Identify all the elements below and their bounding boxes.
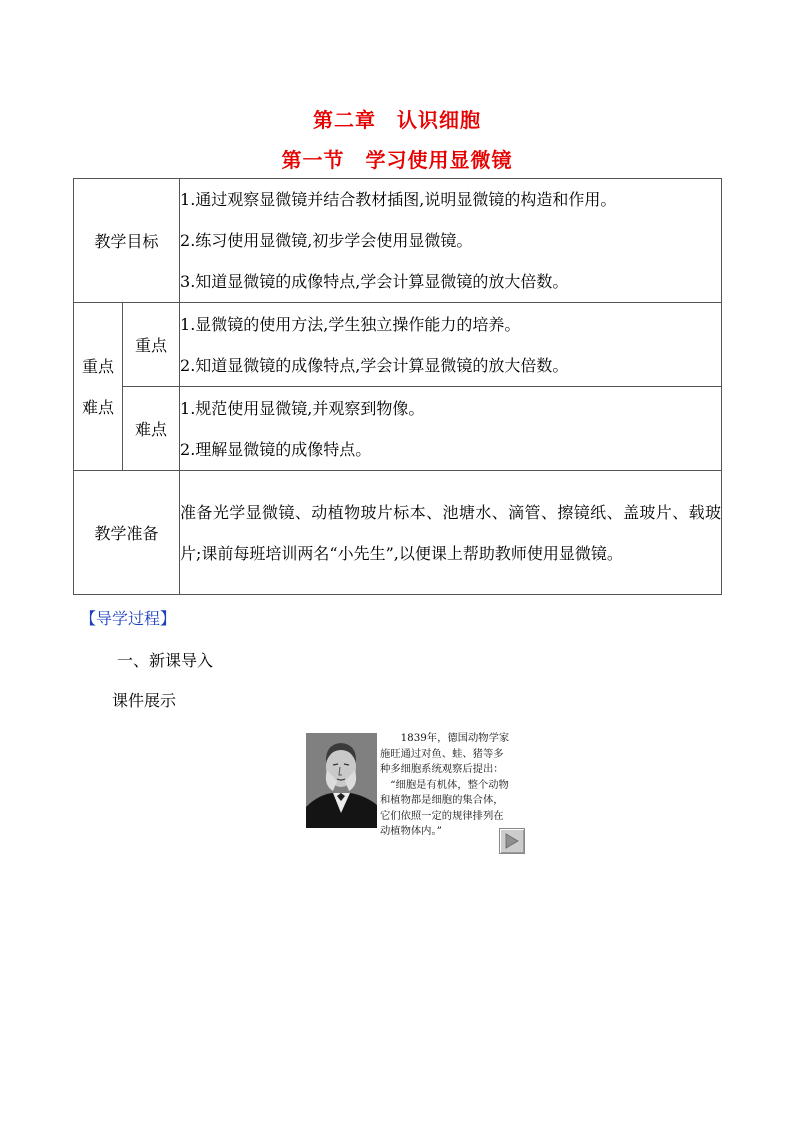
- key-difficult-label: [74, 303, 123, 471]
- goals-row: [74, 179, 722, 303]
- guide-step-intro: 一、新课导入: [117, 651, 214, 670]
- key-points-row: [74, 303, 722, 387]
- key-point-item: 2.知道显微镜的成像特点,学会计算显微镜的放大倍数。: [180, 355, 569, 375]
- prep-content: 准备光学显微镜、动植物玻片标本、池塘水、滴管、擦镜纸、盖玻片、载玻片;课前每班培训两名“小先生”,以便课上帮助教师使用显微镜。: [180, 471, 722, 595]
- key-points-label: 重点: [123, 303, 180, 387]
- guide-section-label: 【导学过程】: [80, 609, 177, 628]
- difficult-points-label: 难点: [123, 387, 180, 471]
- slide-text-line: 和植物都是细胞的集合体，: [380, 794, 504, 806]
- slide-text-line: 1839年，德国动物学家: [380, 732, 510, 744]
- prep-label: 教学准备: [74, 471, 180, 595]
- section-title: 第一节 学习使用显微镜: [281, 148, 513, 172]
- play-button[interactable]: [499, 828, 525, 854]
- key-point-item: 1.显微镜的使用方法,学生独立操作能力的培养。: [180, 314, 521, 334]
- goal-item: 2.练习使用显微镜,初步学会使用显微镜。: [180, 231, 473, 250]
- difficult-point-item: 2.理解显微镜的成像特点。: [180, 439, 372, 459]
- slide-text-line: 它们依照一定的规律排列在: [380, 809, 504, 822]
- difficult-points-content: [180, 387, 722, 471]
- difficult-point-item: 1.规范使用显微镜,并观察到物像。: [180, 398, 425, 418]
- slide-quote-text: [380, 731, 530, 840]
- slide-text-line: “细胞是有机体，整个动物: [380, 778, 509, 791]
- courseware-slide: [306, 733, 528, 855]
- goal-item: 1.通过观察显微镜并结合教材插图,说明显微镜的构造和作用。: [180, 190, 617, 209]
- goals-label: 教学目标: [74, 179, 180, 303]
- portrait-photo-icon: [306, 733, 377, 828]
- key-points-content: [180, 303, 722, 387]
- prep-row: [74, 471, 722, 595]
- slide-text-line: 动植物体内。”: [380, 825, 442, 837]
- key-difficult-label-line1: 重点: [81, 356, 114, 376]
- play-icon: [505, 833, 519, 849]
- key-difficult-label-line2: 难点: [81, 397, 114, 417]
- slide-text-line: 施旺通过对鱼、蛙、猪等多: [380, 747, 504, 760]
- chapter-title: 第二章 认识细胞: [313, 108, 481, 132]
- guide-step-courseware: 课件展示: [112, 691, 177, 710]
- lesson-plan-table: [73, 178, 722, 595]
- goals-content: [180, 179, 722, 303]
- difficult-points-row: [74, 387, 722, 471]
- slide-text-line: 种多细胞系统观察后提出：: [380, 763, 504, 775]
- goal-item: 3.知道显微镜的成像特点,学会计算显微镜的放大倍数。: [180, 272, 569, 291]
